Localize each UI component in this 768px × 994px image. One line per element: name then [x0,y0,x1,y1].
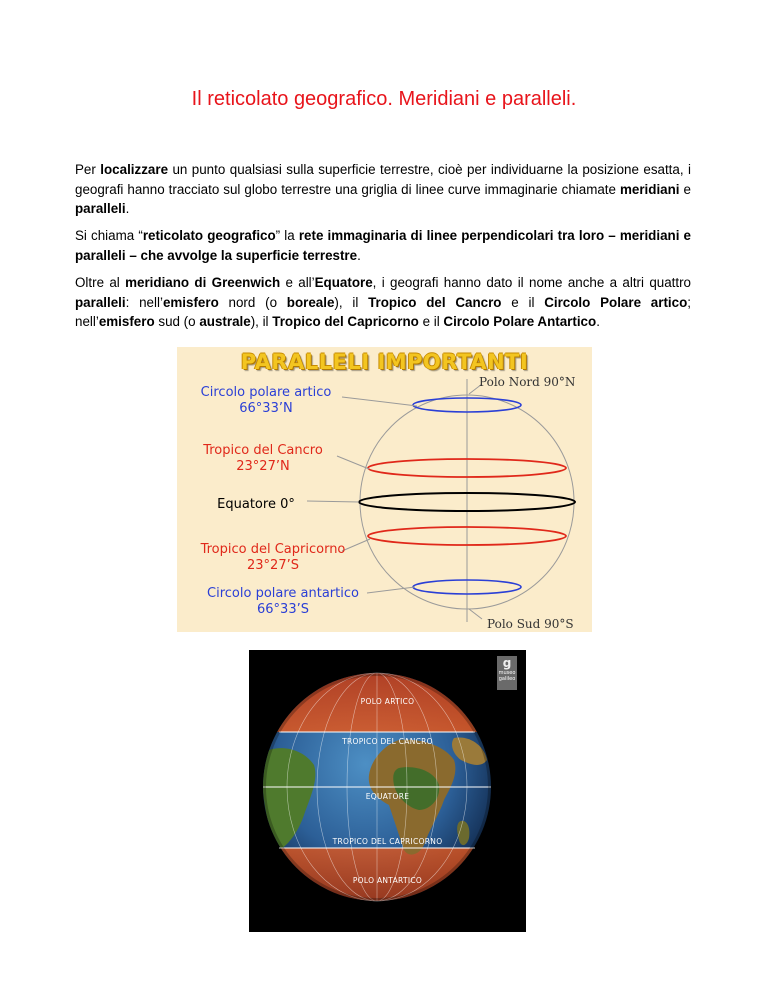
logo-line2: galileo [498,676,516,682]
equatore-label-photo: EQUATORE [365,792,410,801]
diagram-title: PARALLELI IMPORTANTI [240,350,529,374]
cancro-degrees: 23°27’N [236,459,290,474]
pointer-antartico [367,587,415,593]
tropico-cancro-label: TROPICO DEL CANCRO [342,737,433,746]
museo-galileo-logo: g museo galileo [497,656,517,690]
earth-globe-image [249,650,526,932]
paragraph-localizzare: Per localizzare un punto qualsiasi sulla superficie terrestre, cioè per individuarne la posizione esatta, i geografi hanno tracciato sul globo terrestre una griglia di linee curve immaginarie chiamate meridiani e paralleli. [75,162,691,216]
antartico-label [195,586,371,618]
artico-name: Circolo polare artico [200,385,332,400]
cancro-label [181,443,345,475]
earth-globe-svg [249,650,526,932]
polo-antartico-label: POLO ANTARTICO [352,876,423,885]
capricorno-degrees: 23°27’S [247,558,299,573]
paragraph-reticolato: Si chiama “reticolato geografico” la rete immaginaria di linee perpendicolari tra loro – meridiani e paralleli – che avvolge la superficie terrestre. [75,228,691,263]
polo-nord-label: Polo Nord 90°N [479,375,576,389]
polo-artico-label: POLO ARTICO [360,697,415,706]
logo-line1: museo [498,670,516,676]
paralleli-diagram [177,347,592,632]
antartico-name: Circolo polare antartico [207,586,359,601]
antartico-degrees: 66°33’S [257,602,309,617]
cancro-name: Tropico del Cancro [203,443,323,458]
capricorno-label [183,542,363,574]
polo-sud-label: Polo Sud 90°S [487,617,574,631]
paragraph-paralleli: Oltre al meridiano di Greenwich e all’Equatore, i geografi hanno dato il nome anche a altri quattro paralleli: nell’emisfero nord (o boreale), il Tropico del Cancro e il Circolo Polare artico; nell’emisfero sud (o australe), il Tropico del Capricorno e il Circolo Polare Antartico. [75,275,692,329]
tropico-capricorno-label: TROPICO DEL CAPRICORNO [332,837,443,846]
artico-label [181,385,351,417]
page-title: Il reticolato geografico. Meridiani e paralleli. [191,88,577,110]
equatore-label: Equatore 0° [217,497,295,512]
artico-degrees: 66°33’N [239,401,293,416]
pointer-artico [342,397,417,406]
capricorno-name: Tropico del Capricorno [200,542,346,557]
pointer-polo-sud [469,609,482,619]
